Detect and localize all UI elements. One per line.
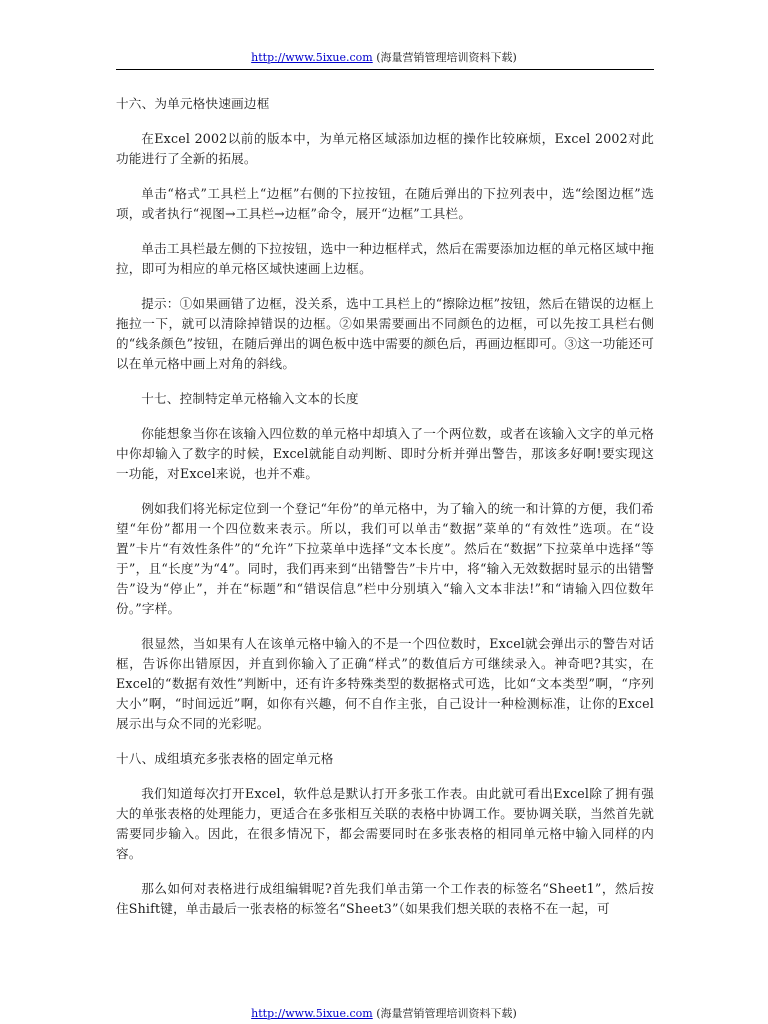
header-link[interactable]: http://www.5ixue.com [251,51,373,64]
footer-note: (海量营销管理培训资料下载) [376,1007,517,1020]
header-divider [116,69,654,70]
paragraph: 单击“格式”工具栏上“边框”右侧的下拉按钮，在随后弹出的下拉列表中，选“绘图边框”选项，或者执行“视图→工具栏→边框”命令，展开“边框”工具栏。 [116,186,654,221]
footer-link[interactable]: http://www.5ixue.com [251,1007,373,1020]
paragraph: 那么如何对表格进行成组编辑呢?首先我们单击第一个工作表的标签名“Sheet1”，然后按住Shift键，单击最后一张表格的标签名“Sheet3”（如果我们想关联的表格不在一起，可 [116,881,654,916]
paragraph: 单击工具栏最左侧的下拉按钮，选中一种边框样式，然后在需要添加边框的单元格区域中拖拉，即可为相应的单元格区域快速画上边框。 [116,241,654,276]
paragraph: 你能想象当你在该输入四位数的单元格中却填入了一个两位数，或者在该输入文字的单元格中你却输入了数字的时候，Excel就能自动判断、即时分析并弹出警告，那该多好啊!要实现这一功能，对Excel来说，也并不难。 [116,426,654,481]
header-note: (海量营销管理培训资料下载) [376,51,517,64]
section-heading-16: 十六、为单元格快速画边框 [116,96,270,111]
paragraph: 在Excel 2002以前的版本中，为单元格区域添加边框的操作比较麻烦，Excel 2002对此功能进行了全新的拓展。 [116,131,654,166]
section-heading-17: 十七、控制特定单元格输入文本的长度 [141,391,359,406]
page-footer [0,1006,768,1022]
paragraph: 例如我们将光标定位到一个登记“年份”的单元格中，为了输入的统一和计算的方便，我们希望“年份”都用一个四位数来表示。所以，我们可以单击“数据”菜单的“有效性”选项。在“设置”卡片“有效性条件”的“允许”下拉菜单中选择“文本长度”。然后在“数据”下拉菜单中选择“等于”，且“长度”为“4”。同时，我们再来到“出错警告”卡片中，将“输入无效数据时显示的出错警告”设为“停止”，并在“标题”和“错误信息”栏中分别填入“输入文本非法!”和“请输入四位数年份。”字样。 [116,501,654,616]
paragraph: 我们知道每次打开Excel，软件总是默认打开多张工作表。由此就可看出Excel除了拥有强大的单张表格的处理能力，更适合在多张相互关联的表格中协调工作。要协调关联，当然首先就需要同步输入。因此，在很多情况下，都会需要同时在多张表格的相同单元格中输入同样的内容。 [116,786,654,861]
tip-paragraph: 提示：①如果画错了边框，没关系，选中工具栏上的“擦除边框”按钮，然后在错误的边框上拖拉一下，就可以清除掉错误的边框。②如果需要画出不同颜色的边框，可以先按工具栏右侧的“线条颜色”按钮，在随后弹出的调色板中选中需要的颜色后，再画边框即可。③这一功能还可以在单元格中画上对角的斜线。 [116,296,654,371]
document-body [116,94,654,934]
section-heading-18: 十八、成组填充多张表格的固定单元格 [116,751,334,766]
paragraph: 很显然，当如果有人在该单元格中输入的不是一个四位数时，Excel就会弹出示的警告对话框，告诉你出错原因，并直到你输入了正确“样式”的数值后方可继续录入。神奇吧?其实，在Excel的“数据有效性”判断中，还有许多特殊类型的数据格式可选，比如“文本类型”啊，“序列大小”啊，“时间远近”啊，如你有兴趣，何不自作主张，自己设计一种检测标准，让你的Excel展示出与众不同的光彩呢。 [116,636,654,731]
page-header [0,50,768,66]
